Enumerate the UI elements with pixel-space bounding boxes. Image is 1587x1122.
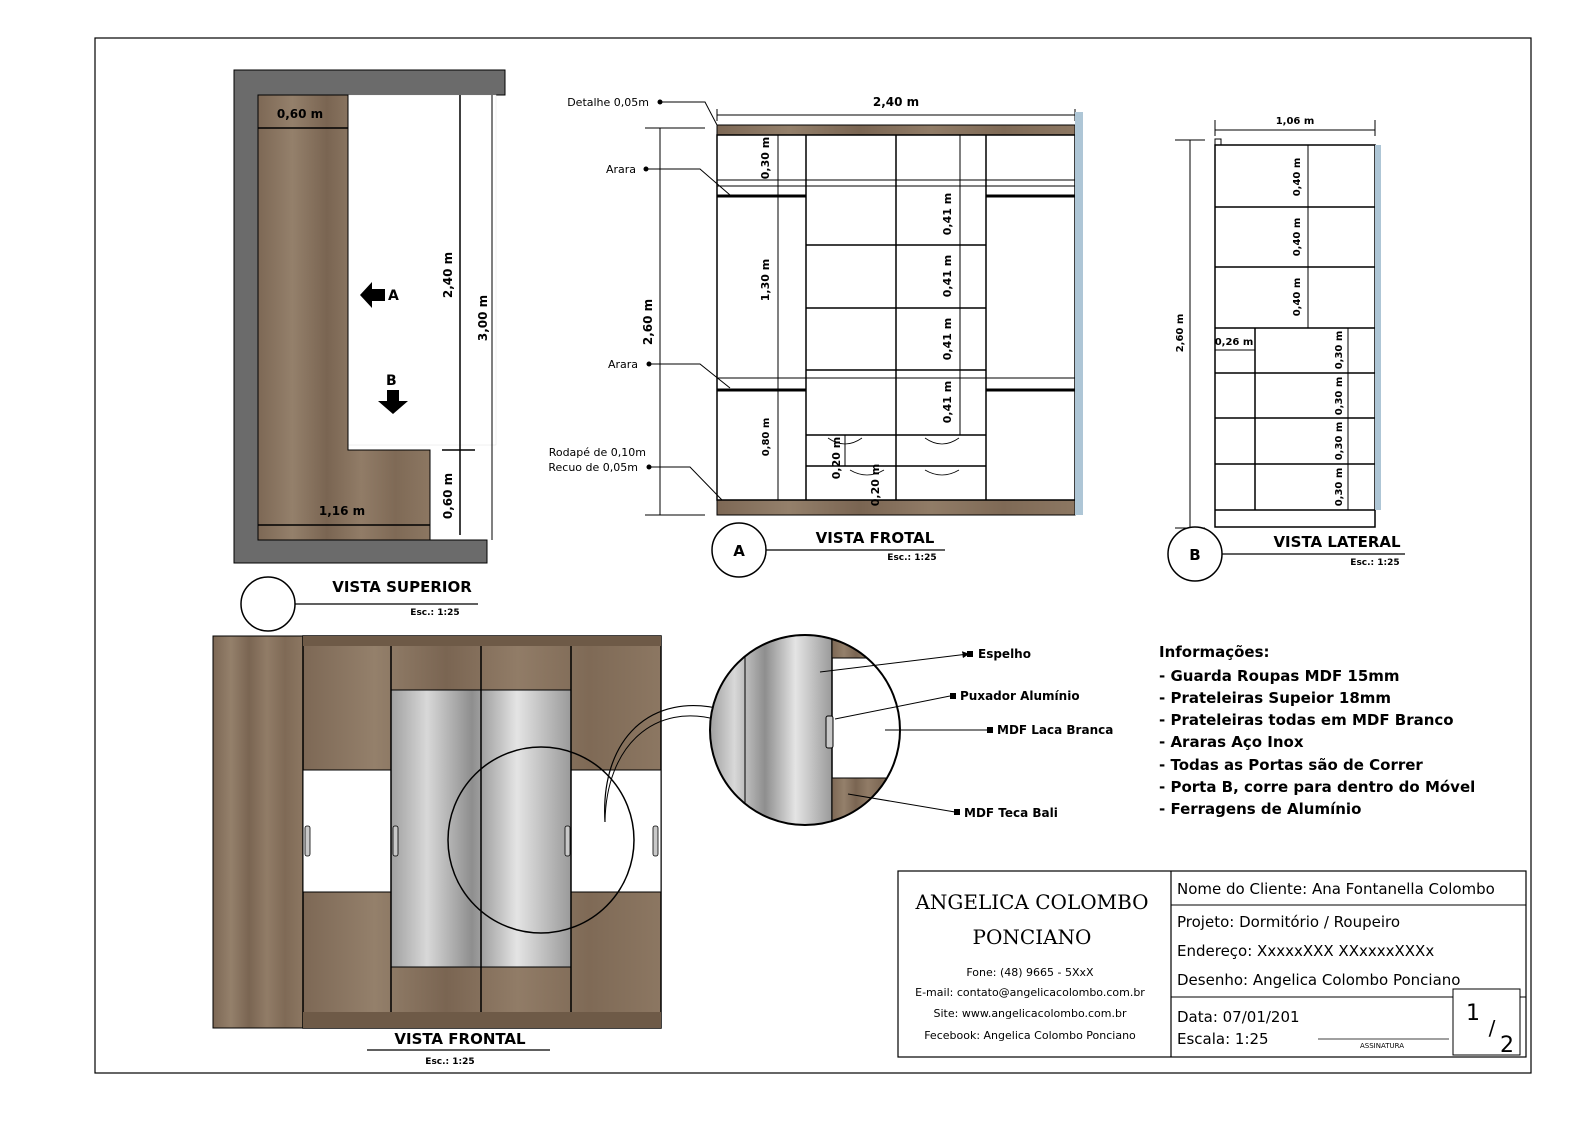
top-view-title: VISTA SUPERIOR xyxy=(332,578,472,596)
company-site: Site: www.angelicacolombo.com.br xyxy=(933,1007,1127,1020)
side-dim-height: 2,60 m xyxy=(1175,313,1186,353)
info-heading: Informações: xyxy=(1159,643,1270,661)
side-dim-upper-3: 0,40 m xyxy=(1292,277,1303,317)
info-item: - Araras Aço Inox xyxy=(1159,733,1304,751)
callout-arara-1: Arara xyxy=(605,163,636,176)
front-view-marker: A xyxy=(733,542,745,560)
label-espelho: Espelho xyxy=(978,647,1031,661)
top-marker-b: B xyxy=(386,373,397,389)
company-email: E-mail: contato@angelicacolombo.com.br xyxy=(915,986,1145,999)
front-dim-shelf-4: 0,41 m xyxy=(941,380,954,424)
side-dim-lower-4: 0,30 m xyxy=(1334,467,1345,507)
company-name-line-2: PONCIANO xyxy=(972,925,1092,949)
label-puxador: Puxador Alumínio xyxy=(960,689,1080,703)
drawing-date: Data: 07/01/201 xyxy=(1177,1008,1300,1026)
info-block xyxy=(1159,643,1475,818)
callout-detalhe: Detalhe 0,05m xyxy=(567,96,649,109)
detail-view xyxy=(700,630,1113,830)
sheet-number: 1 xyxy=(1466,1001,1480,1026)
front-dim-top: 0,30 m xyxy=(759,136,772,180)
render-view xyxy=(213,636,732,1067)
callout-rodape: Rodapé de 0,10m xyxy=(548,446,646,459)
info-item: - Todas as Portas são de Correr xyxy=(1159,756,1423,774)
front-dim-shelf-3: 0,41 m xyxy=(941,317,954,361)
render-view-title: VISTA FRONTAL xyxy=(394,1030,526,1048)
info-item: - Porta B, corre para dentro do Móvel xyxy=(1159,778,1476,796)
company-name-line-1: ANGELICA COLOMBO xyxy=(915,890,1149,914)
front-dim-width: 2,40 m xyxy=(872,95,920,109)
front-dim-middle: 1,30 m xyxy=(759,258,772,302)
front-dim-drawer-2: 0,20 m xyxy=(869,463,882,507)
front-dim-shelf-1: 0,41 m xyxy=(941,192,954,236)
signature-label: ASSINATURA xyxy=(1360,1042,1404,1050)
title-block xyxy=(898,871,1526,1058)
top-view-marker-circle xyxy=(241,577,295,631)
callout-arara-2: Arara xyxy=(607,358,638,371)
top-dim-length-total: 3,00 m xyxy=(476,294,490,342)
side-dim-width: 1,06 m xyxy=(1275,116,1315,127)
front-dim-shelf-2: 0,41 m xyxy=(941,254,954,298)
sheet-separator: / xyxy=(1488,1016,1496,1040)
info-item: - Prateleiras todas em MDF Branco xyxy=(1159,711,1454,729)
company-facebook: Fecebook: Angelica Colombo Ponciano xyxy=(924,1029,1136,1042)
info-item: - Guarda Roupas MDF 15mm xyxy=(1159,667,1400,685)
company-phone: Fone: (48) 9665 - 5XxX xyxy=(966,966,1094,979)
front-view-scale: Esc.: 1:25 xyxy=(887,553,937,563)
sheet-total: 2 xyxy=(1500,1033,1514,1058)
front-view xyxy=(548,95,1083,577)
front-view-title: VISTA FROTAL xyxy=(815,529,935,547)
info-item: - Prateleiras Supeior 18mm xyxy=(1159,689,1392,707)
info-item: - Ferragens de Alumínio xyxy=(1159,800,1362,818)
render-view-scale: Esc.: 1:25 xyxy=(425,1057,475,1067)
top-view xyxy=(234,70,505,631)
top-dim-depth-bottom: 0,60 m xyxy=(441,472,455,520)
side-dim-small: 0,26 m xyxy=(1214,337,1254,348)
side-dim-lower-3: 0,30 m xyxy=(1334,421,1345,461)
side-dim-upper-1: 0,40 m xyxy=(1292,157,1303,197)
top-dim-length-inner: 2,40 m xyxy=(441,251,455,299)
side-view-title: VISTA LATERAL xyxy=(1273,533,1401,551)
top-dim-width-bottom: 1,16 m xyxy=(318,504,366,518)
front-dim-height: 2,60 m xyxy=(641,298,655,346)
top-view-scale: Esc.: 1:25 xyxy=(410,608,460,618)
side-view-scale: Esc.: 1:25 xyxy=(1350,558,1400,568)
side-dim-lower-1: 0,30 m xyxy=(1334,330,1345,370)
front-dim-lower: 0,80 m xyxy=(761,417,772,457)
callout-recuo: Recuo de 0,05m xyxy=(548,461,638,474)
top-view-floor xyxy=(348,95,496,445)
top-marker-a: A xyxy=(388,288,399,304)
drawing-author: Desenho: Angelica Colombo Ponciano xyxy=(1177,971,1461,989)
side-dim-lower-2: 0,30 m xyxy=(1334,376,1345,416)
label-laca: MDF Laca Branca xyxy=(997,723,1114,737)
top-dim-depth: 0,60 m xyxy=(276,107,324,121)
front-dim-drawer-1: 0,20 m xyxy=(830,436,843,480)
drawing-scale: Escala: 1:25 xyxy=(1177,1030,1269,1048)
project-name: Projeto: Dormitório / Roupeiro xyxy=(1177,913,1401,931)
address: Endereço: XxxxxXXX XXxxxxXXXx xyxy=(1177,942,1435,960)
label-teca: MDF Teca Bali xyxy=(964,806,1058,820)
side-view-marker: B xyxy=(1189,546,1201,564)
side-dim-upper-2: 0,40 m xyxy=(1292,217,1303,257)
client-name: Nome do Cliente: Ana Fontanella Colombo xyxy=(1177,880,1495,898)
side-view xyxy=(1168,116,1405,581)
